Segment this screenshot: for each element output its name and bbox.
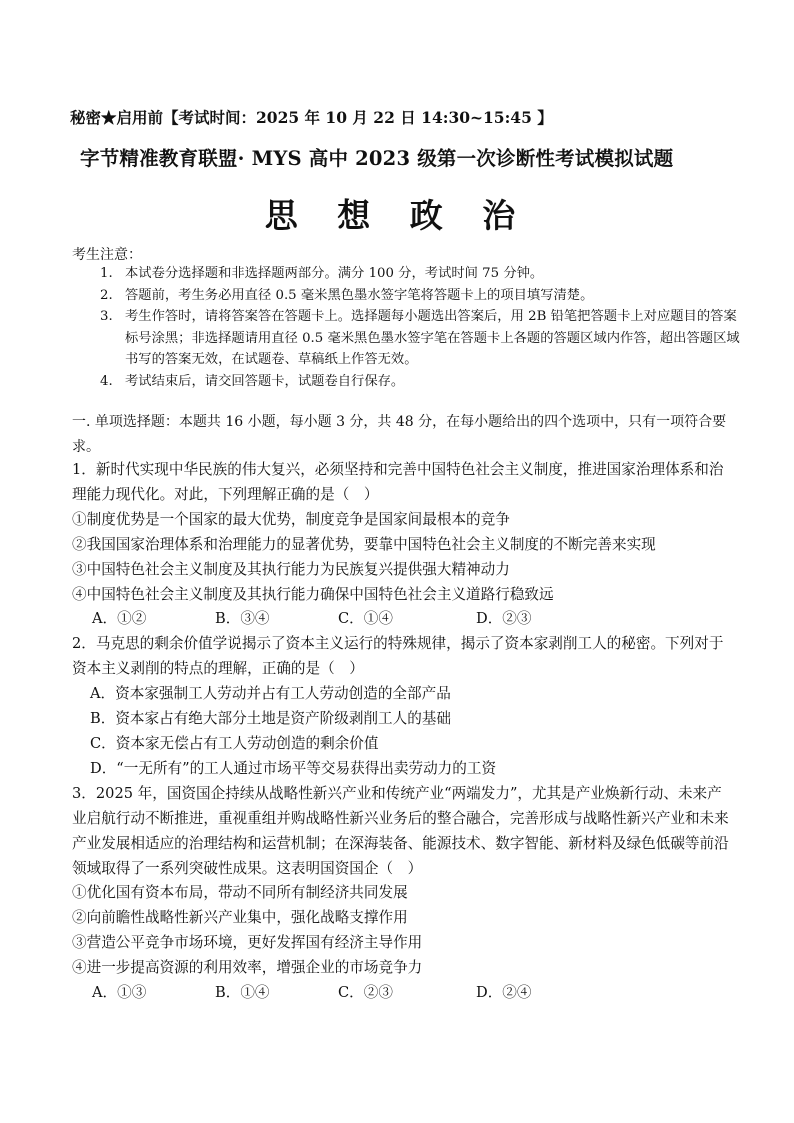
notice-item (100, 306, 740, 371)
exam-title: 字节精准教育联盟· MYS 高中 2023 级第一次诊断性考试模拟试题 (80, 147, 674, 170)
notice-item-text: 本试卷分选择题和非选择题两部分。满分 100 分，考试时间 75 分钟。 (125, 266, 544, 281)
question-3 (72, 782, 732, 1006)
question-2 (72, 632, 732, 781)
notice-heading: 考生注意： (72, 247, 142, 263)
notice-item-number: 3. (100, 309, 113, 325)
statement-option: ②向前瞻性战略性新兴产业集中，强化战略支撑作用 (72, 909, 408, 927)
notice-list (100, 263, 740, 393)
statement-option: ③营造公平竞争市场环境，更好发挥国有经济主导作用 (72, 934, 423, 952)
section-heading: 一. 单项选择题：本题共 16 小题，每小题 3 分，共 48 分，在每小题给出的四个选项中，只有一项符合要求。 (72, 414, 727, 455)
notice-item (100, 371, 740, 393)
choice-d: D．②④ (476, 984, 532, 1002)
statement-option: ④进一步提高资源的利用效率，增强企业的市场竞争力 (72, 959, 423, 977)
answer-choices (72, 981, 732, 1006)
question-stem: 2．马克思的剩余价值学说揭示了资本主义运行的特殊规律，揭示了资本家剥削工人的秘密。下列对于资本主义剥削的特点的理解，正确的是（ ） (72, 635, 724, 678)
subject-title: 思 想 政 治 (264, 196, 530, 235)
choice-a: A．①③ (92, 984, 147, 1002)
statement-option: ①优化国有资本布局，带动不同所有制经济共同发展 (72, 884, 408, 902)
choice-b: B．①④ (215, 984, 270, 1002)
choice-d: D．②③ (476, 610, 532, 628)
notice-item (100, 285, 740, 307)
notice-item-number: 4. (100, 373, 113, 389)
notice-item-text: 答题前，考生务必用直径 0.5 毫米黑色墨水签字笔将答题卡上的项目填写清楚。 (125, 287, 594, 303)
answer-option: D．“一无所有”的工人通过市场平等交易获得出卖劳动力的工资 (90, 759, 497, 777)
statement-option: ③中国特色社会主义制度及其执行能力为民族复兴提供强大精神动力 (72, 560, 510, 578)
question-list (72, 458, 732, 1006)
choice-a: A．①② (92, 610, 147, 628)
statement-option: ②我国国家治理体系和治理能力的显著优势，要靠中国特色社会主义制度的不断完善来实现 (72, 535, 656, 553)
statement-option: ①制度优势是一个国家的最大优势，制度竞争是国家间最根本的竞争 (72, 510, 510, 528)
notice-item-text: 考生作答时，请将答案答在答题卡上。选择题每小题选出答案后，用 2B 铅笔把答题卡上对应题目的答案标号涂黑；非选择题请用直径 0.5 毫米黑色墨水签字笔在答题卡上各题的答题区域内作答，超出答题区域书写的答案无效，在试题卷、草稿纸上作答无效。 (125, 309, 740, 368)
statement-option: ④中国特色社会主义制度及其执行能力确保中国特色社会主义道路行稳致远 (72, 585, 554, 603)
choice-c: C．②③ (338, 984, 393, 1002)
answer-choices (72, 607, 732, 632)
question-1 (72, 458, 732, 632)
answer-option: B．资本家占有绝大部分土地是资产阶级剥削工人的基础 (90, 710, 451, 728)
question-stem: 1．新时代实现中华民族的伟大复兴，必须坚持和完善中国特色社会主义制度，推进国家治理体系和治理能力现代化。对此，下列理解正确的是（ ） (72, 461, 724, 503)
answer-option: C．资本家无偿占有工人劳动创造的剩余价值 (90, 734, 379, 752)
secret-exam-time-line: 秘密★启用前【考试时间：2025 年 10 月 22 日 14:30~15:45 】 (70, 108, 553, 127)
answer-option: A．资本家强制工人劳动并占有工人劳动创造的全部产品 (90, 685, 451, 703)
notice-item-number: 1. (100, 266, 113, 281)
notice-item-text: 考试结束后，请交回答题卡，试题卷自行保存。 (125, 373, 405, 389)
question-stem: 3．2025 年，国资国企持续从战略性新兴产业和传统产业“两端发力”，尤其是产业焕新行动、未来产业启航行动不断推进，重视重组并购战略性新兴业务后的整合融合，完善形成与战略性新兴产业和未来产业发展相适应的治理结构和运营机制；在深海装备、能源技术、数字智能、新材料及绿色低碳等前沿领域取得了一系列突破性成果。这表明国资国企（ ） (72, 784, 729, 877)
choice-b: B．③④ (215, 610, 270, 628)
notice-item-number: 2. (100, 287, 113, 303)
choice-c: C．①④ (338, 610, 393, 628)
notice-item (100, 263, 740, 285)
